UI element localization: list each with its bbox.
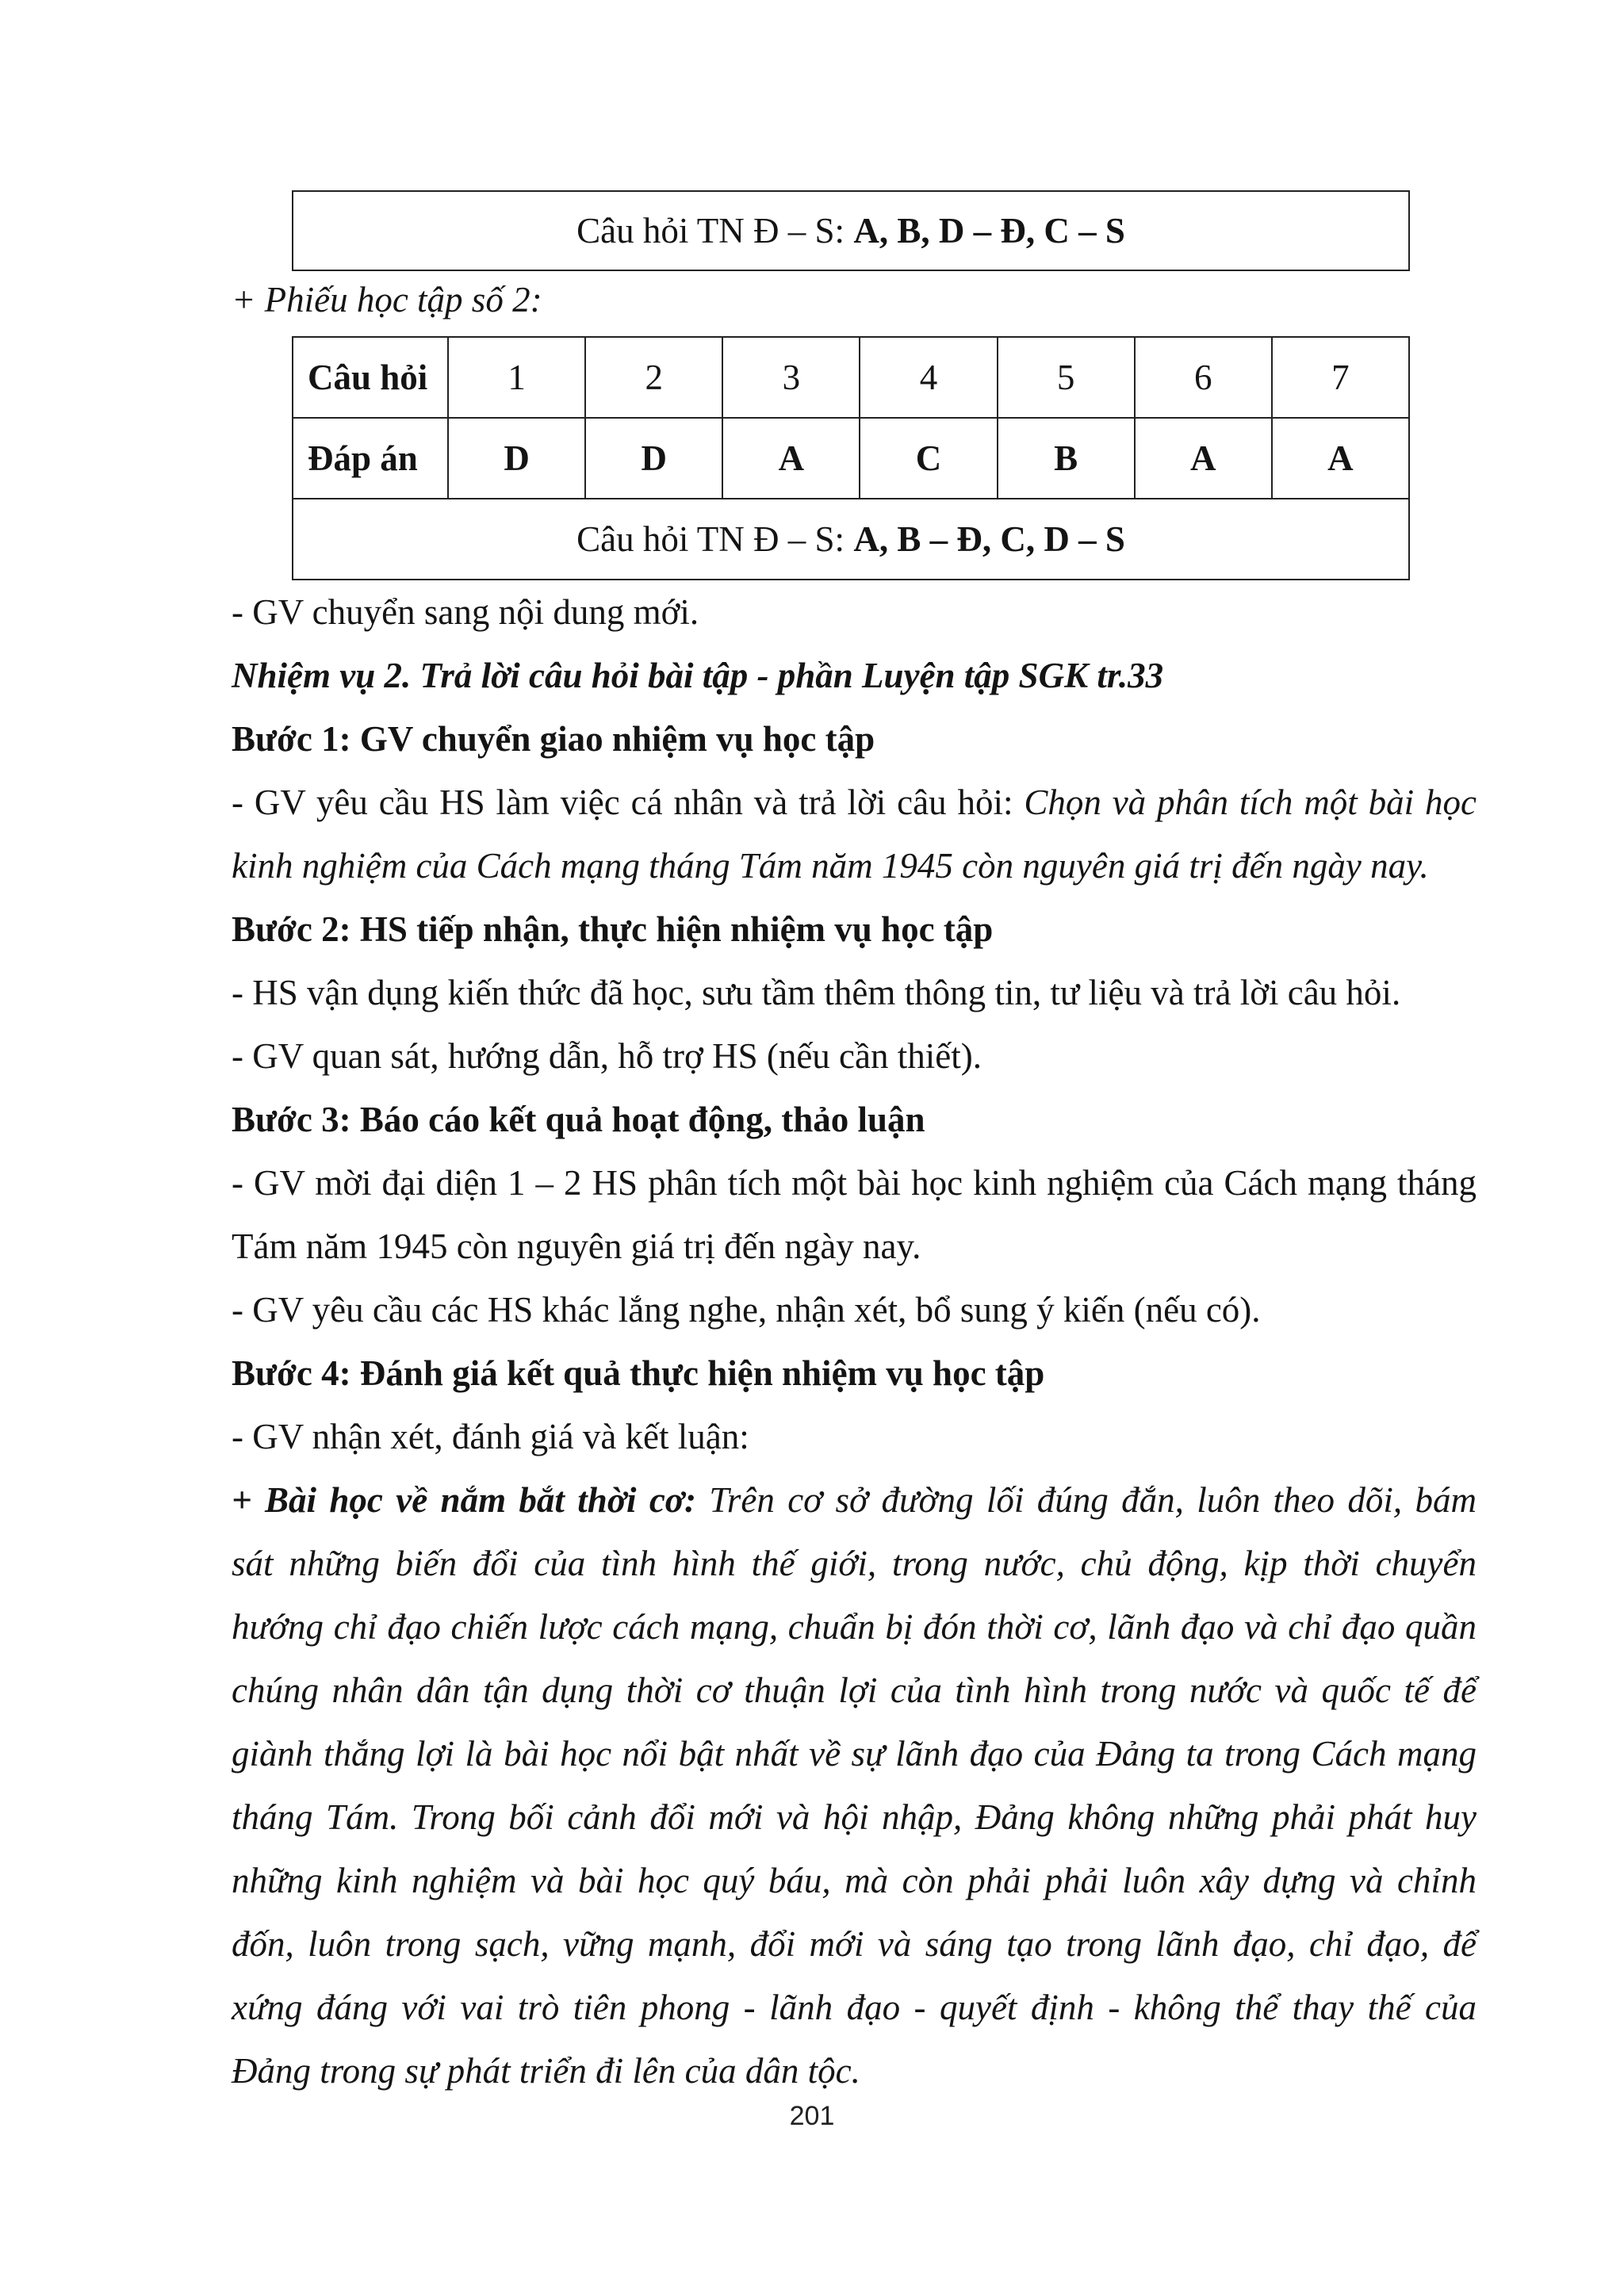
lesson-line: Đảng trong sự phát triển đi lên của dân tộc. [232,2051,860,2091]
worksheet1-tn-answer-box [292,190,1410,271]
worksheet1-tn-answer-cell [293,191,1409,270]
question-number: 5 [998,337,1135,418]
step3-line2: Tám năm 1945 còn nguyên giá trị đến ngày nay. [232,1226,921,1266]
worksheet2-answer-table [292,336,1410,580]
answer-cell: C [860,418,997,499]
lesson-line: chúng nhân dân tận dụng thời cơ thuận lợi của tình hình trong nước và quốc tế để [232,1670,1477,1710]
answer-cell: A [1135,418,1272,499]
tn-answer: A, B – Đ, C, D – S [853,519,1125,559]
question-number: 7 [1272,337,1409,418]
question-number: 4 [860,337,997,418]
gv-move-line: - GV chuyển sang nội dung mới. [232,592,699,632]
lesson-paragraph [232,1468,1477,2103]
step3-line1: - GV mời đại diện 1 – 2 HS phân tích một bài học kinh nghiệm của Cách mạng tháng [232,1163,1477,1203]
lesson-line: những kinh nghiệm và bài học quý báu, mà còn phải phải luôn xây dựng và chỉnh [232,1861,1477,1900]
step3-line3: - GV yêu cầu các HS khác lắng nghe, nhận xét, bổ sung ý kiến (nếu có). [232,1290,1261,1330]
lesson-label: + Bài học về nắm bắt thời cơ: [232,1480,696,1520]
tn-answer: A, B, D – Đ, C – S [853,211,1125,251]
answer-cell: D [448,418,585,499]
lesson-line: sát những biến đổi của tình hình thế giới, trong nước, chủ động, kịp thời chuyển [232,1544,1477,1583]
step2-line2: - GV quan sát, hướng dẫn, hỗ trợ HS (nếu cần thiết). [232,1036,982,1076]
step4-line1: - GV nhận xét, đánh giá và kết luận: [232,1417,749,1456]
answer-cell: B [998,418,1135,499]
worksheet2-tn-answer-cell [293,499,1409,580]
tn-prefix: Câu hỏi TN Đ – S: [576,519,854,559]
step1-heading: Bước 1: GV chuyển giao nhiệm vụ học tập [232,719,875,759]
question-number: 3 [722,337,860,418]
page-number: 201 [789,2101,835,2131]
lesson-line: tháng Tám. Trong bối cảnh đổi mới và hội nhập, Đảng không những phải phát huy [232,1797,1477,1837]
answer-row [293,418,1409,499]
step3-heading: Bước 3: Báo cáo kết quả hoạt động, thảo luận [232,1100,925,1139]
page-content [232,190,1477,2103]
lesson-line: hướng chỉ đạo chiến lược cách mạng, chuẩn bị đón thời cơ, lãnh đạo và chỉ đạo quần [232,1607,1477,1647]
answer-cell: A [722,418,860,499]
lesson-line [232,1468,1477,1532]
question-number: 6 [1135,337,1272,418]
step1-text-line1 [232,771,1477,834]
step2-heading: Bước 2: HS tiếp nhận, thực hiện nhiệm vụ học tập [232,909,994,949]
task2-heading: Nhiệm vụ 2. Trả lời câu hỏi bài tập - phần Luyện tập SGK tr.33 [232,656,1164,695]
question-row [293,337,1409,418]
tn-prefix: Câu hỏi TN Đ – S: [576,211,854,251]
step4-heading: Bước 4: Đánh giá kết quả thực hiện nhiệm vụ học tập [232,1353,1045,1393]
question-number: 1 [448,337,585,418]
answer-row-header: Đáp án [293,418,448,499]
question-row-header: Câu hỏi [293,337,448,418]
step1-text-plain: - GV yêu cầu HS làm việc cá nhân và trả lời câu hỏi: [232,783,1025,822]
step2-line1: - HS vận dụng kiến thức đã học, sưu tầm thêm thông tin, tư liệu và trả lời câu hỏi. [232,973,1401,1012]
step1-text-italic: Chọn và phân tích một bài học [1024,783,1477,822]
tn-row [293,499,1409,580]
step1-text-line2: kinh nghiệm của Cách mạng tháng Tám năm 1945 còn nguyên giá trị đến ngày nay. [232,846,1429,886]
lesson-text: Trên cơ sở đường lối đúng đắn, luôn theo dõi, bám [695,1480,1477,1520]
answer-cell: A [1272,418,1409,499]
answer-cell: D [585,418,722,499]
question-number: 2 [585,337,722,418]
lesson-line: xứng đáng với vai trò tiên phong - lãnh đạo - quyết định - không thể thay thế của [232,1988,1477,2027]
lesson-line: đốn, luôn trong sạch, vững mạnh, đổi mới và sáng tạo trong lãnh đạo, chỉ đạo, để [232,1924,1477,1964]
worksheet2-label: + Phiếu học tập số 2: [232,280,542,320]
lesson-line: giành thắng lợi là bài học nổi bật nhất về sự lãnh đạo của Đảng ta trong Cách mạng [232,1734,1477,1774]
